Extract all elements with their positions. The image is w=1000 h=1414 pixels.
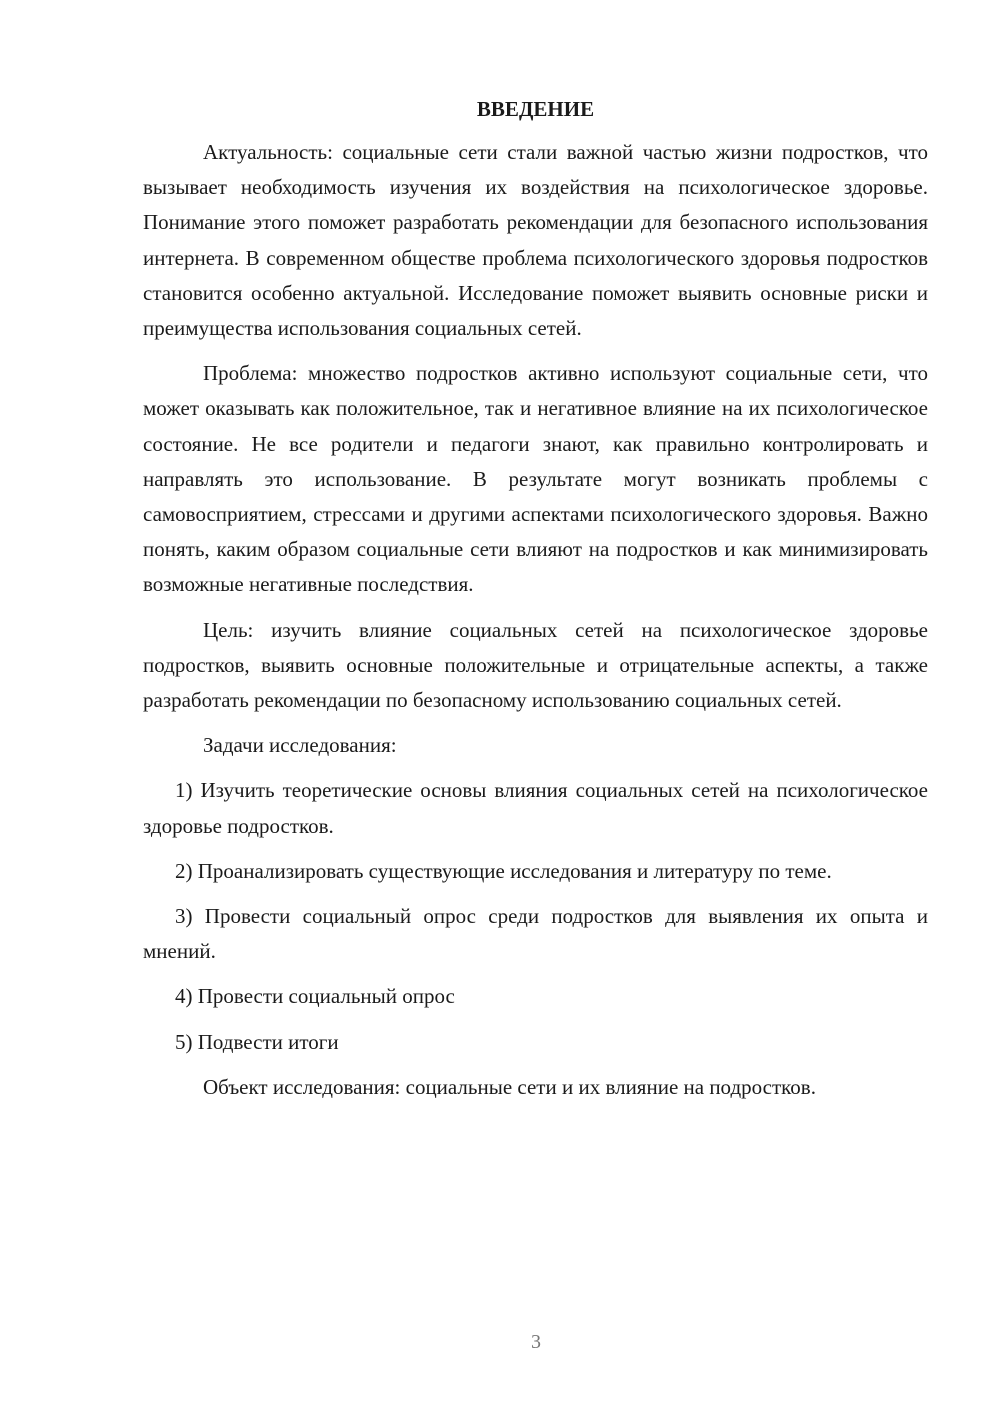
- task-item-3: 3) Провести социальный опрос среди подростков для выявления их опыта и мнений.: [143, 904, 928, 964]
- paragraph-relevance: Актуальность: социальные сети стали важной частью жизни подростков, что вызывает необходимость изучения их воздействия на психологическое здоровье. Понимание этого поможет разработать рекомендации для безопасного использования интернета. В современном обществе проблема психологического здоровья подростков становится особенно актуальной. Исследование поможет выявить основные риски и преимущества использования социальных сетей.: [143, 140, 928, 341]
- task-item-2: 2) Проанализировать существующие исследования и литературу по теме.: [175, 858, 832, 883]
- page-number: 3: [531, 1331, 541, 1353]
- section-heading: ВВЕДЕНИЕ: [476, 97, 595, 121]
- task-item-4: 4) Провести социальный опрос: [175, 984, 455, 1009]
- paragraph-goal: Цель: изучить влияние социальных сетей на психологическое здоровье подростков, выявить основные положительные и отрицательные аспекты, а также разработать рекомендации по безопасному использованию социальных сетей.: [143, 617, 928, 713]
- paragraph-object: Объект исследования: социальные сети и их влияние на подростков.: [203, 1074, 816, 1099]
- task-item-5: 5) Подвести итоги: [175, 1029, 339, 1054]
- task-item-1: 1) Изучить теоретические основы влияния социальных сетей на психологическое здоровье подростков.: [143, 778, 928, 838]
- tasks-heading: Задачи исследования:: [203, 733, 397, 758]
- document-body: [143, 92, 928, 1115]
- paragraph-problem: Проблема: множество подростков активно используют социальные сети, что может оказывать как положительное, так и негативное влияние на их психологическое состояние. Не все родители и педагоги знают, как правильно контролировать и направлять это использование. В результате могут возникать проблемы с самовосприятием, стрессами и другими аспектами психологического здоровья. Важно понять, каким образом социальные сети влияют на подростков и как минимизировать возможные негативные последствия.: [143, 361, 928, 597]
